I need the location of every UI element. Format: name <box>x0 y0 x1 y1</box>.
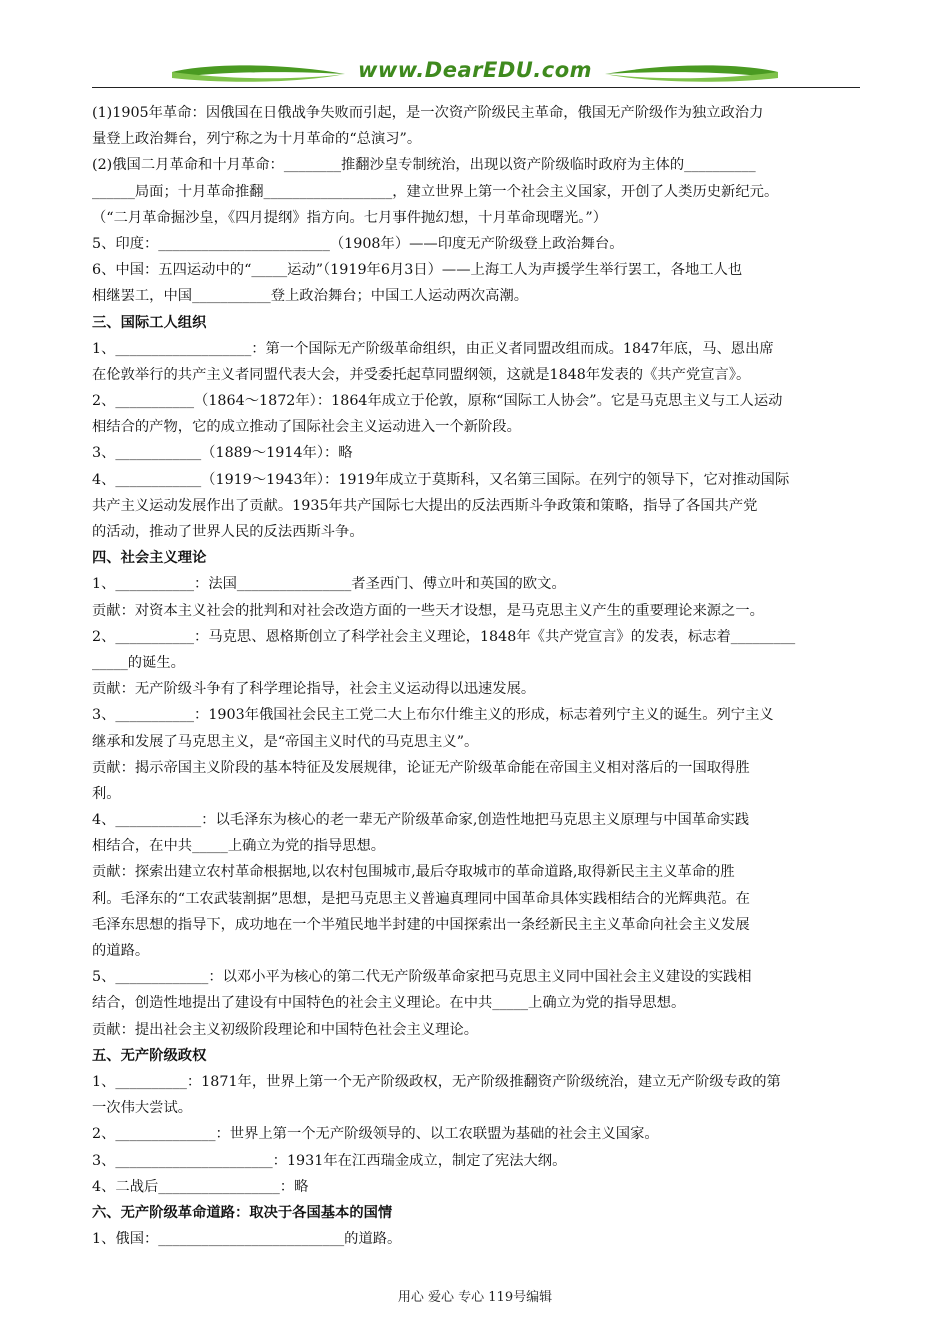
text-line: 贡献：对资本主义社会的批判和对社会改造方面的一些天才设想，是马克思主义产生的重要理论来源之一。 <box>92 602 764 619</box>
text-line: _____的诞生。 <box>92 654 185 671</box>
text-line: 6、中国：五四运动中的“_____运动”（1919年6月3日）——上海工人为声援学生举行罢工，各地工人也 <box>92 262 743 279</box>
text-line: (2)俄国二月革命和十月革命：________推翻沙皇专制统治，出现以资产阶级临时政府为主体的__________ <box>92 157 756 174</box>
section-heading: 三、国际工人组织 <box>92 314 207 331</box>
text-line: 在伦敦举行的共产主义者同盟代表大会，并受委托起草同盟纲领，这就是1848年发表的《共产党宣言》。 <box>92 366 751 383</box>
text-line: 相继罢工，中国___________登上政治舞台；中国工人运动两次高潮。 <box>92 288 529 305</box>
text-line: 贡献：揭示帝国主义阶段的基本特征及发展规律，论证无产阶级革命能在帝国主义相对落后的一国取得胜 <box>92 759 750 776</box>
text-line: 利。 <box>92 785 121 802</box>
text-line: 贡献：提出社会主义初级阶段理论和中国特色社会主义理论。 <box>92 1021 479 1038</box>
text-line: 结合，创造性地提出了建设有中国特色的社会主义理论。在中共_____上确立为党的指导思想。 <box>92 995 686 1012</box>
text-line: 的活动，推动了世界人民的反法西斯斗争。 <box>92 524 364 540</box>
text-line: 继承和发展了马克思主义，是“帝国主义时代的马克思主义”。 <box>92 733 479 750</box>
text-line: 3、______________________：1931年在江西瑞金成立，制定了宪法大纲。 <box>92 1152 567 1169</box>
document-body <box>92 100 862 1252</box>
text-line: 5、印度：________________________（1908年）——印度无产阶级登上政治舞台。 <box>92 235 624 252</box>
text-line: 贡献：无产阶级斗争有了科学理论指导，社会主义运动得以迅速发展。 <box>92 681 536 698</box>
text-line: 2、______________：世界上第一个无产阶级领导的、以工农联盟为基础的社会主义国家。 <box>92 1126 659 1143</box>
text-line: 4、二战后_________________：略 <box>92 1178 309 1195</box>
text-line: 1、俄国：__________________________的道路。 <box>92 1231 402 1248</box>
text-line: (1)1905年革命：因俄国在日俄战争失败而引起，是一次资产阶级民主革命，俄国无产阶级作为独立政治力 <box>92 105 764 121</box>
text-line: 相结合的产物，它的成立推动了国际社会主义运动进入一个新阶段。 <box>92 419 521 436</box>
text-line: 毛泽东思想的指导下，成功地在一个半殖民地半封建的中国探索出一条经新民主主义革命向社会主义发展 <box>92 916 750 933</box>
text-line: 2、___________：马克思、恩格斯创立了科学社会主义理论，1848年《共产党宣言》的发表，标志着_________ <box>92 628 796 645</box>
text-line: 利。毛泽东的“工农武装割据”思想，是把马克思主义普遍真理同中国革命具体实践相结合的光辉典范。在 <box>92 890 750 907</box>
text-line: 4、____________：以毛泽东为核心的老一辈无产阶级革命家,创造性地把马克思主义原理与中国革命实践 <box>92 812 749 829</box>
text-line: 量登上政治舞台，列宁称之为十月革命的“总演习”。 <box>92 131 422 148</box>
section-heading: 六、无产阶级革命道路：取决于各国基本的国情 <box>92 1204 393 1221</box>
text-line: 3、____________（1889～1914年）：略 <box>92 445 353 462</box>
text-line: 4、____________（1919～1943年）：1919年成立于莫斯科，又名第三国际。在列宁的领导下，它对推动国际 <box>92 471 790 488</box>
header-divider <box>92 87 860 88</box>
site-logo-text: www.DearEDU.com <box>357 58 593 82</box>
section-heading: 五、无产阶级政权 <box>92 1047 207 1064</box>
text-line: 5、_____________：以邓小平为核心的第二代无产阶级革命家把马克思主义同中国社会主义建设的实践相 <box>92 969 752 986</box>
page-footer: 用心 爱心 专心 119号编辑 <box>397 1290 553 1305</box>
text-line: 一次伟大尝试。 <box>92 1100 193 1117</box>
text-line: 的道路。 <box>92 943 150 959</box>
text-line: 3、___________：1903年俄国社会民主工党二大上布尔什维主义的形成，标志着列宁主义的诞生。列宁主义 <box>92 707 774 724</box>
text-line: 贡献：探索出建立农村革命根据地,以农村包围城市,最后夺取城市的革命道路,取得新民主主义革命的胜 <box>92 864 735 881</box>
text-line: ______局面；十月革命推翻__________________，建立世界上第一个社会主义国家，开创了人类历史新纪元。 <box>92 183 779 200</box>
text-line: 1、___________：法国________________者圣西门、傅立叶和英国的欧文。 <box>92 576 566 593</box>
text-line: 相结合，在中共_____上确立为党的指导思想。 <box>92 838 386 855</box>
text-line: （“二月革命掘沙皇，《四月提纲》指方向。七月事件抛幻想，十月革命现曙光。”） <box>92 209 608 226</box>
text-line: 共产主义运动发展作出了贡献。1935年共产国际七大提出的反法西斯斗争政策和策略，指导了各国共产党 <box>92 497 758 514</box>
logo-swoosh-graphic <box>0 0 950 100</box>
text-line: 1、___________________：第一个国际无产阶级革命组织，由正义者同盟改组而成。1847年底，马、恩出席 <box>92 340 774 357</box>
section-heading: 四、社会主义理论 <box>92 550 207 567</box>
text-line: 2、___________（1864～1872年）：1864年成立于伦敦，原称“国际工人协会”。它是马克思主义与工人运动 <box>92 393 783 410</box>
page-header <box>0 0 950 100</box>
text-line: 1、__________：1871年，世界上第一个无产阶级政权，无产阶级推翻资产阶级统治，建立无产阶级专政的第 <box>92 1073 781 1090</box>
